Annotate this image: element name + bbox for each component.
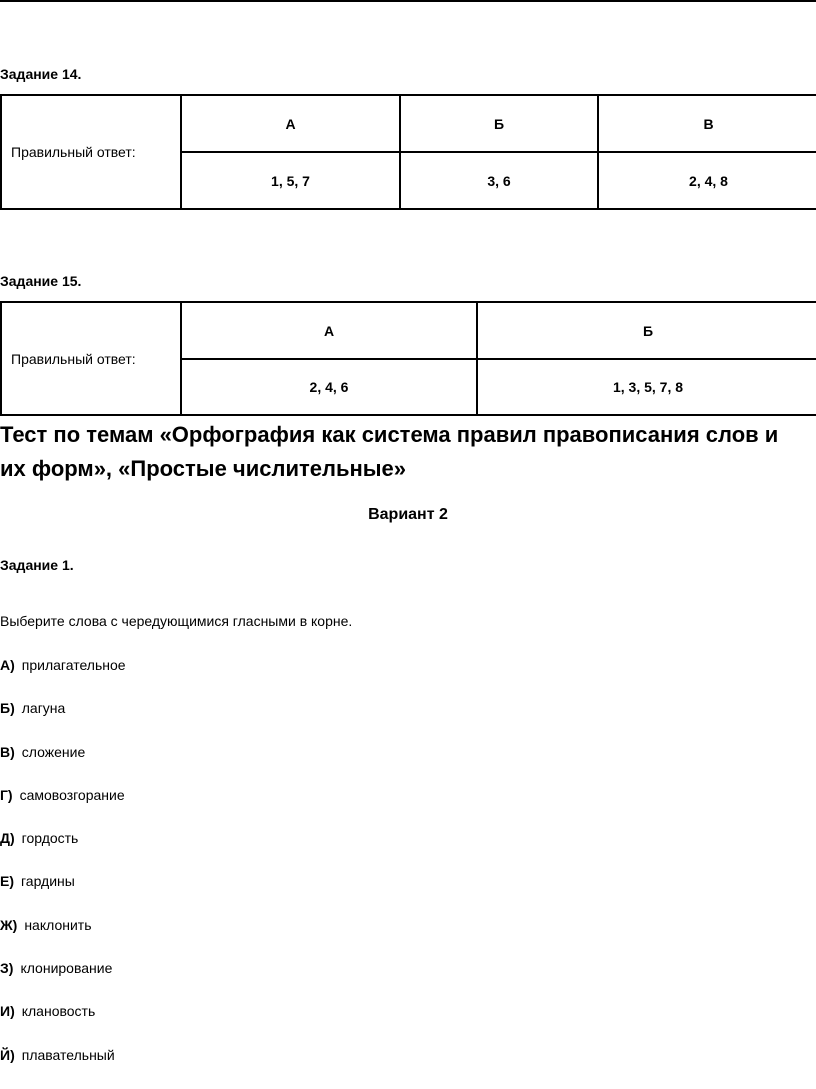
task1-options-list [0,655,126,1088]
task15-heading: Задание 15. [0,273,82,289]
task15-answer-label: Правильный ответ: [1,302,181,415]
task1-instruction: Выберите слова с чередующимися гласными в корне. [0,613,353,629]
top-rule [0,0,816,2]
task14-answer-label: Правильный ответ: [1,95,181,209]
task14-heading: Задание 14. [0,66,82,82]
option-zh [0,915,126,958]
option-text: клановость [21,1003,96,1020]
option-letter: Е) [0,873,14,890]
test-title-line1: Тест по темам «Орфография как система правил правописания слов и [0,422,779,447]
task14-header-b: Б [400,95,598,152]
option-letter: Й) [0,1046,15,1063]
option-text: прилагательное [21,657,126,673]
test-title [0,418,816,486]
option-z [0,958,126,1001]
option-text: гардины [21,873,75,890]
option-letter: Б) [0,700,15,717]
option-letter: Г) [0,786,13,803]
option-b [0,698,126,741]
task14-value-v: 2, 4, 8 [598,152,816,209]
option-letter: Ж) [0,916,18,933]
option-letter: И) [0,1003,15,1020]
option-letter: В) [0,743,15,760]
test-title-line2: их форм», «Простые числительные» [0,456,407,481]
option-letter: А) [0,657,15,673]
option-g [0,785,126,828]
option-text: клонирование [20,960,113,977]
option-y [0,1045,126,1088]
option-d [0,828,126,871]
option-text: сложение [21,743,86,760]
option-text: самовозгорание [19,786,125,803]
option-text: плавательный [21,1046,115,1063]
option-letter: Д) [0,830,15,847]
option-i [0,1001,126,1044]
task15-value-b: 1, 3, 5, 7, 8 [477,359,816,415]
option-text: гордость [21,830,79,847]
task1-heading: Задание 1. [0,557,74,573]
option-letter: З) [0,960,14,977]
task14-header-v: В [598,95,816,152]
task15-header-a: А [181,302,477,359]
task15-header-b: Б [477,302,816,359]
option-text: лагуна [21,700,66,717]
task15-value-a: 2, 4, 6 [181,359,477,415]
option-text: наклонить [24,916,92,933]
task14-value-a: 1, 5, 7 [181,152,400,209]
task14-answer-table [0,94,816,210]
option-v [0,742,126,785]
option-e [0,871,126,914]
option-a [0,655,126,698]
task14-header-a: А [181,95,400,152]
variant-heading: Вариант 2 [368,506,448,523]
task15-answer-table [0,301,816,416]
task14-value-b: 3, 6 [400,152,598,209]
